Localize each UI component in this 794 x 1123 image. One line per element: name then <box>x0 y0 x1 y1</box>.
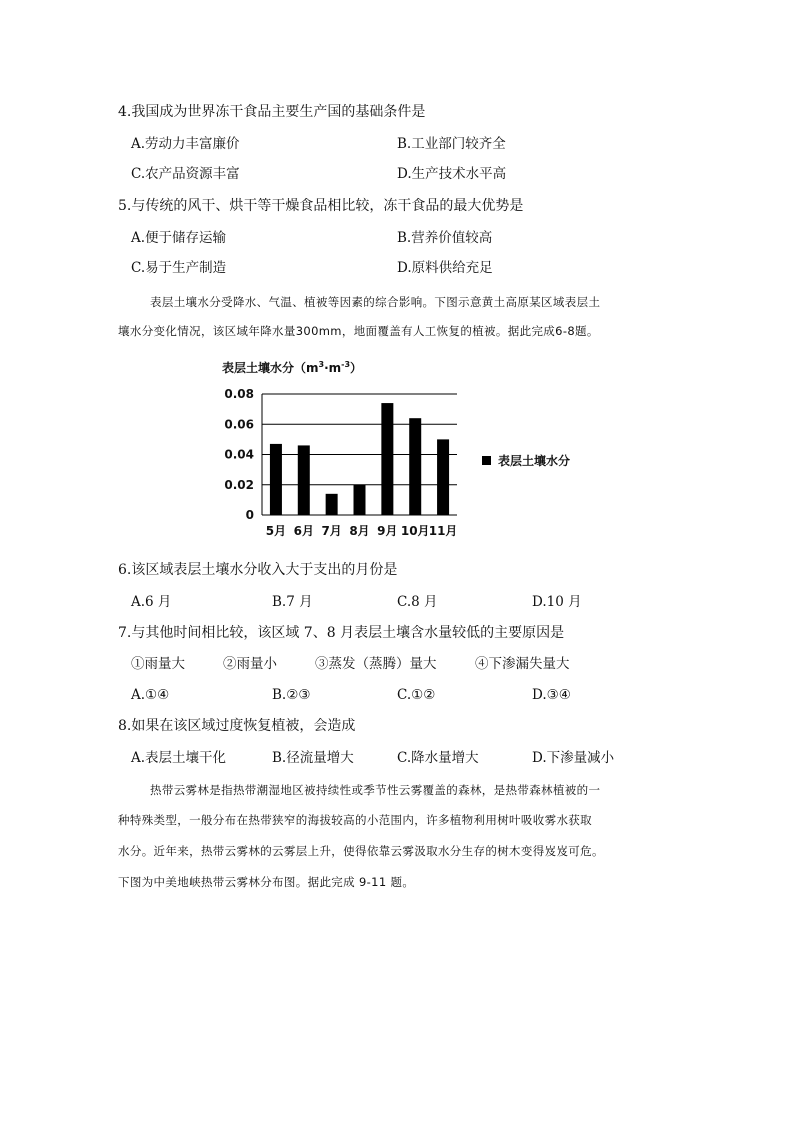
q7-choice-3: ③蒸发（蒸腾）量大 <box>315 656 437 672</box>
x-tick-label: 11月 <box>428 524 458 538</box>
passage-2-line-1: 热带云雾林是指热带潮湿地区被持续性或季节性云雾覆盖的森林，是热带森林植被的一 <box>150 783 601 797</box>
passage-2-line-4: 下图为中美地峡热带云雾林分布图。据此完成 9-11 题。 <box>118 875 415 889</box>
passage-1-line-2: 壤水分变化情况，该区域年降水量300mm，地面覆盖有人工恢复的植被。据此完成6-8题。 <box>118 324 599 338</box>
chart-bars <box>270 403 449 515</box>
y-tick-label: 0.06 <box>224 417 254 432</box>
question-4-stem: 4.我国成为世界冻干食品主要生产国的基础条件是 <box>118 104 426 120</box>
q5-option-d: D.原料供给充足 <box>397 260 493 276</box>
x-tick-label: 5月 <box>265 524 287 538</box>
bar-8月 <box>354 485 366 515</box>
q7-choice-4: ④下渗漏失量大 <box>475 656 570 672</box>
q6-option-c: C.8 月 <box>397 594 438 610</box>
bar-5月 <box>270 444 282 515</box>
chart-y-axis <box>224 387 262 522</box>
chart-title: 表层土壤水分$(m^3\cdot m^{-3})$ <box>222 360 363 375</box>
y-tick-label: 0.08 <box>224 387 254 401</box>
passage-2-line-3: 水分。近年来，热带云雾林的云雾层上升，使得依靠云雾汲取水分生存的树木变得岌岌可危。 <box>118 844 604 858</box>
soil-moisture-bar-chart <box>210 352 610 544</box>
bar-11月 <box>437 439 449 515</box>
x-tick-label: 6月 <box>293 524 314 538</box>
bar-7月 <box>326 494 338 515</box>
q8-option-c: C.降水量增大 <box>397 750 479 766</box>
y-tick-label: 0.04 <box>224 447 254 462</box>
q5-option-a: A.便于储存运输 <box>131 230 227 246</box>
legend-swatch <box>482 456 491 465</box>
y-tick-label: 0.02 <box>224 477 254 492</box>
q7-option-c: C.①② <box>397 687 436 703</box>
q7-option-a: A.①④ <box>131 687 170 703</box>
q8-option-a: A.表层土壤干化 <box>131 750 227 766</box>
question-7-stem: 7.与其他时间相比较，该区域 7、8 月表层土壤含水量较低的主要原因是 <box>118 625 565 641</box>
q8-option-d: D.下渗量减小 <box>532 750 615 766</box>
x-tick-label: 9月 <box>377 524 398 538</box>
passage-2-line-2: 种特殊类型，一般分布在热带狭窄的海拔较高的小范围内，许多植物利用树叶吸收雾水获取 <box>118 813 592 827</box>
q8-option-b: B.径流量增大 <box>272 750 354 766</box>
q4-option-a: A.劳动力丰富廉价 <box>131 136 240 152</box>
q4-option-d: D.生产技术水平高 <box>397 166 507 182</box>
q7-option-d: D.③④ <box>532 687 571 703</box>
question-5-stem: 5.与传统的风干、烘干等干燥食品相比较，冻干食品的最大优势是 <box>118 198 524 214</box>
q5-option-c: C.易于生产制造 <box>131 260 227 276</box>
q6-option-b: B.7 月 <box>272 594 313 610</box>
q5-option-b: B.营养价值较高 <box>397 230 493 246</box>
y-tick-label: 0 <box>245 508 254 522</box>
bar-6月 <box>298 445 310 515</box>
legend-label: 表层土壤水分 <box>498 454 571 468</box>
q7-choice-2: ②雨量小 <box>223 656 277 672</box>
chart-x-axis <box>266 524 458 538</box>
x-tick-label: 7月 <box>321 524 342 538</box>
q6-option-d: D.10 月 <box>532 594 582 610</box>
x-tick-label: 8月 <box>349 524 370 538</box>
bar-10月 <box>409 418 421 515</box>
q6-option-a: A.6 月 <box>131 594 172 610</box>
passage-1-line-1: 表层土壤水分受降水、气温、植被等因素的综合影响。下图示意黄土高原某区域表层土 <box>150 295 601 309</box>
bar-9月 <box>381 403 393 515</box>
question-8-stem: 8.如果在该区域过度恢复植被，会造成 <box>118 718 356 734</box>
q7-choice-1: ①雨量大 <box>131 656 185 672</box>
q7-option-b: B.②③ <box>272 687 311 703</box>
x-tick-label: 10月 <box>400 524 430 538</box>
q4-option-b: B.工业部门较齐全 <box>397 136 506 152</box>
question-6-stem: 6.该区域表层土壤水分收入大于支出的月份是 <box>118 562 398 578</box>
q4-option-c: C.农产品资源丰富 <box>131 166 240 182</box>
